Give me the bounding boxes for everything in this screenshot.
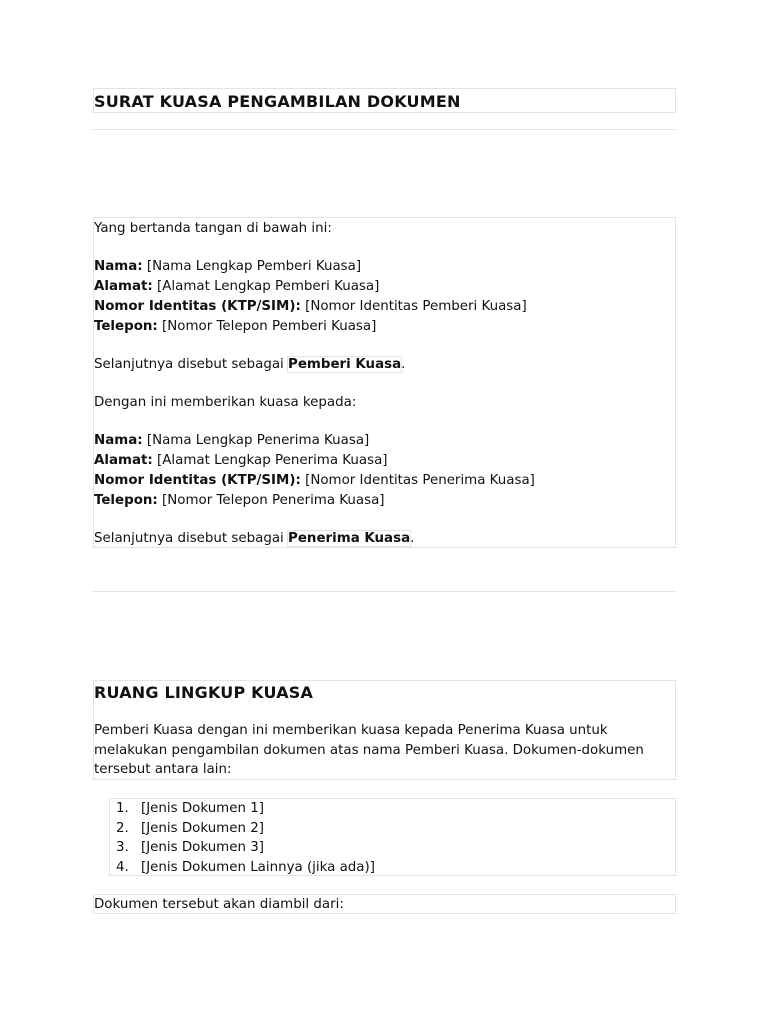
grantor-name-label: Nama: (94, 259, 143, 274)
grantee-phone-value: [Nomor Telepon Penerima Kuasa] (162, 493, 385, 508)
divider (93, 591, 676, 592)
grantee-id (94, 471, 675, 491)
grantee-period: . (410, 531, 415, 546)
list-item-number: 2. (116, 820, 129, 836)
grantor-phone-value: [Nomor Telepon Pemberi Kuasa] (162, 319, 377, 334)
list-item-number: 4. (116, 859, 129, 875)
grantee-name-label: Nama: (94, 433, 143, 448)
document-list (109, 798, 676, 876)
grant-text: Dengan ini memberikan kuasa kepada: (94, 395, 357, 410)
list-item-number: 3. (116, 840, 129, 855)
grantee-hereinafter (94, 529, 675, 549)
list-item-number: 1. (116, 801, 129, 816)
pickup-location-text: Dokumen tersebut akan diambil dari: (93, 894, 676, 914)
divider (93, 129, 676, 130)
list-item-text: [Jenis Dokumen Lainnya (jika ada)] (141, 859, 375, 875)
list-item-text: [Jenis Dokumen 3] (141, 840, 264, 855)
grantor-address-value: [Alamat Lengkap Pemberi Kuasa] (157, 279, 380, 294)
grantor-name-value: [Nama Lengkap Pemberi Kuasa] (146, 259, 362, 274)
parties-section (93, 217, 676, 548)
grantor-hereinafter (94, 355, 675, 375)
grantee-address-value: [Alamat Lengkap Penerima Kuasa] (157, 453, 388, 468)
grantee-id-value: [Nomor Identitas Penerima Kuasa] (305, 473, 535, 488)
scope-heading: RUANG LINGKUP KUASA (94, 683, 314, 702)
grantor-role: Pemberi Kuasa (288, 357, 402, 372)
grantor-phone-label: Telepon: (94, 319, 158, 334)
list-item (110, 799, 675, 819)
scope-paragraph-line: Pemberi Kuasa dengan ini memberikan kuasa kepada Penerima Kuasa untuk (94, 723, 608, 738)
list-item (110, 858, 675, 878)
grantor-address-label: Alamat: (94, 279, 153, 294)
grantee-id-label: Nomor Identitas (KTP/SIM): (94, 473, 301, 488)
grantor-phone (94, 317, 675, 337)
grantor-id-value: [Nomor Identitas Pemberi Kuasa] (305, 299, 527, 314)
scope-paragraph-line: melakukan pengambilan dokumen atas nama Pemberi Kuasa. Dokumen-dokumen (94, 742, 644, 758)
intro-text: Yang bertanda tangan di bawah ini: (94, 221, 332, 236)
list-item-text: [Jenis Dokumen 2] (141, 820, 264, 836)
scope-paragraph (94, 721, 675, 780)
grantee-phone (94, 491, 675, 511)
grantee-name-value: [Nama Lengkap Penerima Kuasa] (146, 433, 370, 448)
grantor-name (94, 257, 675, 277)
grantor-hereinafter-text: Selanjutnya disebut sebagai (94, 357, 284, 372)
list-item (110, 819, 675, 839)
grantee-role: Penerima Kuasa (288, 531, 411, 546)
grantor-id-label: Nomor Identitas (KTP/SIM): (94, 299, 301, 314)
grantor-id (94, 297, 675, 317)
list-item (110, 838, 675, 858)
list-item-text: [Jenis Dokumen 1] (141, 801, 264, 816)
scope-paragraph-line: tersebut antara lain: (94, 762, 232, 777)
scope-section (93, 680, 676, 780)
grantor-period: . (401, 357, 406, 372)
document-title: SURAT KUASA PENGAMBILAN DOKUMEN (93, 88, 676, 113)
grantor-address (94, 277, 675, 297)
grantee-name (94, 431, 675, 451)
grantee-phone-label: Telepon: (94, 493, 158, 508)
grantee-address-label: Alamat: (94, 453, 153, 468)
grantee-address (94, 451, 675, 471)
grantee-hereinafter-text: Selanjutnya disebut sebagai (94, 531, 284, 546)
